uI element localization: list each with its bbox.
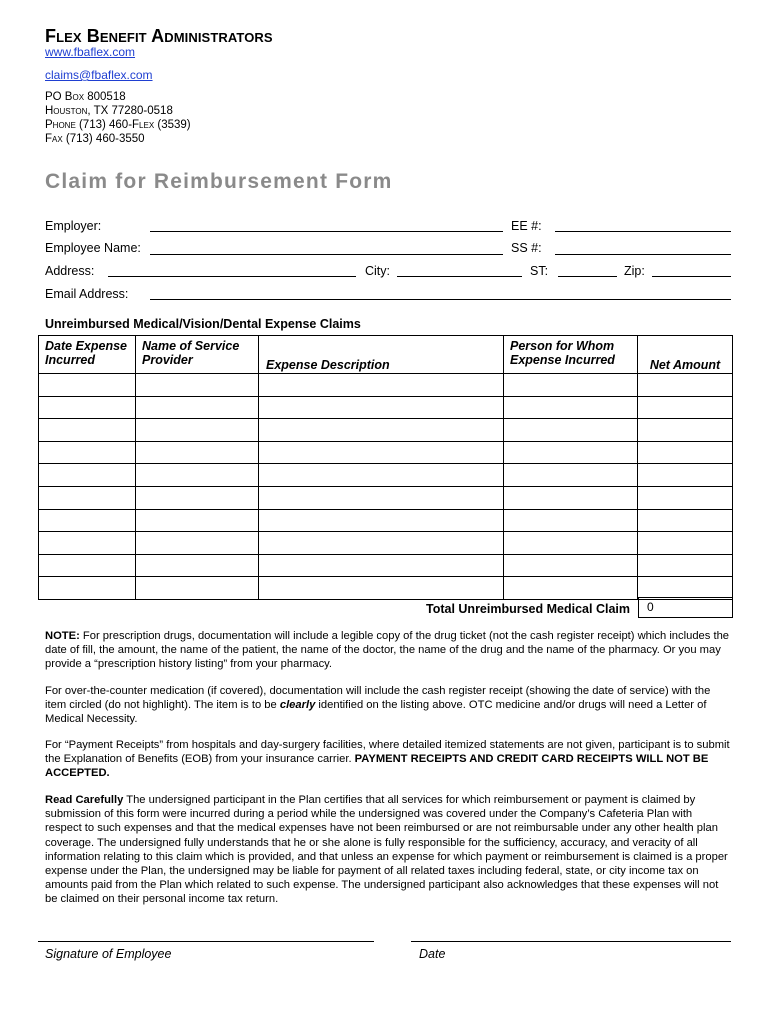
cell-net-amount[interactable] — [638, 396, 733, 419]
company-name: Flex Benefit Administrators — [45, 26, 273, 46]
cell-provider[interactable] — [136, 509, 259, 532]
zip-label: Zip: — [624, 264, 645, 278]
cell-provider[interactable] — [136, 441, 259, 464]
cell-net-amount[interactable] — [638, 509, 733, 532]
cell-provider[interactable] — [136, 554, 259, 577]
claims-section-heading: Unreimbursed Medical/Vision/Dental Expense Claims — [45, 317, 361, 331]
address-line2: Houston, TX 77280-0518 — [45, 105, 173, 117]
payment-receipts-note — [45, 738, 730, 781]
fax-number: Fax (713) 460-3550 — [45, 133, 145, 145]
ee-label: EE #: — [511, 219, 542, 233]
address-line — [108, 276, 356, 277]
cell-description[interactable] — [259, 486, 504, 509]
cell-description[interactable] — [259, 441, 504, 464]
column-header-description: Expense Description — [259, 336, 504, 374]
cell-date[interactable] — [39, 486, 136, 509]
cell-description[interactable] — [259, 554, 504, 577]
table-row — [39, 374, 733, 397]
cell-person[interactable] — [504, 441, 638, 464]
cell-description[interactable] — [259, 577, 504, 600]
cell-net-amount[interactable] — [638, 464, 733, 487]
phone-number: Phone (713) 460-Flex (3539) — [45, 119, 191, 131]
table-row — [39, 419, 733, 442]
signature-line[interactable] — [38, 941, 374, 942]
claims-table-header-row — [39, 336, 733, 374]
employee-name-field[interactable] — [152, 240, 500, 254]
cell-date[interactable] — [39, 396, 136, 419]
claims-table — [38, 335, 733, 600]
column-header-date: Date Expense Incurred — [39, 336, 136, 374]
cell-provider[interactable] — [136, 374, 259, 397]
total-claim-field[interactable] — [638, 597, 733, 618]
signature-label: Signature of Employee — [45, 947, 172, 961]
cell-provider[interactable] — [136, 464, 259, 487]
state-field[interactable] — [560, 262, 615, 276]
table-row — [39, 577, 733, 600]
table-row — [39, 509, 733, 532]
table-row — [39, 486, 733, 509]
cell-net-amount[interactable] — [638, 441, 733, 464]
address-line1: PO Box 800518 — [45, 91, 126, 103]
website-link[interactable]: www.fbaflex.com — [45, 45, 136, 59]
total-claim-value: 0 — [647, 600, 654, 614]
ss-line — [555, 254, 731, 255]
ee-line — [555, 231, 731, 232]
email-address-field[interactable] — [152, 285, 728, 299]
otc-text-1: For over-the-counter medication (if covered), documentation will include the cash register receipt (showing the date of service) with the item circled (do not highlight). The item is to be — [45, 685, 711, 712]
cell-date[interactable] — [39, 374, 136, 397]
payment-text: For “Payment Receipts” from hospitals and day-surgery facilities, where detailed itemized statements are not given, participant is to submit the Explanation of Benefits (EOB) from your insurance carrier. — [45, 739, 730, 766]
cell-description[interactable] — [259, 464, 504, 487]
note-prefix: NOTE: — [45, 630, 80, 642]
cell-provider[interactable] — [136, 419, 259, 442]
state-line — [558, 276, 617, 277]
email-address-line — [150, 299, 731, 300]
otc-note — [45, 684, 730, 727]
cell-person[interactable] — [504, 419, 638, 442]
employee-name-line — [150, 254, 503, 255]
date-line[interactable] — [411, 941, 731, 942]
cell-provider[interactable] — [136, 486, 259, 509]
table-row — [39, 554, 733, 577]
cell-description[interactable] — [259, 509, 504, 532]
column-header-net-amount: Net Amount — [638, 336, 733, 374]
cell-date[interactable] — [39, 554, 136, 577]
table-row — [39, 464, 733, 487]
cell-person[interactable] — [504, 464, 638, 487]
cell-description[interactable] — [259, 419, 504, 442]
cell-person[interactable] — [504, 577, 638, 600]
table-row — [39, 532, 733, 555]
cell-person[interactable] — [504, 486, 638, 509]
company-address — [45, 90, 191, 146]
otc-text-2: identified on the listing above. OTC medicine and/or drugs will need a Letter of Medical Necessity. — [45, 699, 707, 726]
employer-line — [150, 231, 503, 232]
city-label: City: — [365, 264, 390, 278]
cell-date[interactable] — [39, 419, 136, 442]
cell-date[interactable] — [39, 532, 136, 555]
email-link[interactable]: claims@fbaflex.com — [45, 68, 153, 82]
employer-field[interactable] — [152, 217, 500, 231]
cell-person[interactable] — [504, 509, 638, 532]
date-label: Date — [419, 947, 446, 961]
note-text: For prescription drugs, documentation will include a legible copy of the drug ticket (not the cash register receipt) which includes the date of fill, the amount, the name of the patient, the name of the doctor, the name of the drug and the name of the pharmacy. Or you may provide a “prescription history listing” from your pharmacy. — [45, 630, 730, 671]
zip-field[interactable] — [654, 262, 729, 276]
column-header-person: Person for Whom Expense Incurred — [504, 336, 638, 374]
cell-date[interactable] — [39, 509, 136, 532]
total-claim-label: Total Unreimbursed Medical Claim — [426, 602, 630, 616]
zip-line — [652, 276, 731, 277]
cell-person[interactable] — [504, 374, 638, 397]
cell-net-amount[interactable] — [638, 374, 733, 397]
cell-provider[interactable] — [136, 532, 259, 555]
prescription-note — [45, 629, 730, 672]
cell-person[interactable] — [504, 532, 638, 555]
table-row — [39, 441, 733, 464]
cell-provider[interactable] — [136, 577, 259, 600]
certification-text — [45, 793, 730, 907]
table-row — [39, 396, 733, 419]
form-title: Claim for Reimbursement Form — [45, 170, 393, 193]
cell-net-amount[interactable] — [638, 532, 733, 555]
cell-net-amount[interactable] — [638, 554, 733, 577]
employer-label: Employer: — [45, 219, 102, 233]
employee-name-label: Employee Name: — [45, 241, 141, 255]
cell-date[interactable] — [39, 577, 136, 600]
cell-person[interactable] — [504, 554, 638, 577]
city-line — [397, 276, 522, 277]
otc-emphasis: clearly — [279, 699, 316, 712]
certification-body: The undersigned participant in the Plan certifies that all services for which reimbursement or payment is claimed by submission of this form were incurred during a period while the undersigned was covered under the Company’s Cafeteria Plan with respect to such expenses and that the medical expenses have not been reimbursed or are not reimbursable under any other health plan coverage. The undersigned fully understands that he or she alone is fully responsible for the sufficiency, accuracy, and veracity of all information relating to this claim which is provided, and that unless an expense for which payment or reimbursement is claimed is a proper expense under the Plan, the undersigned may be liable for payment of all related taxes including federal, state, or city income tax on amounts paid from the Plan which related to such expense. The undersigned participant also acknowledges that these expenses will not be claimed on their personal income tax return. — [45, 794, 728, 906]
ss-label: SS #: — [511, 241, 542, 255]
payment-warning: PAYMENT RECEIPTS AND CREDIT CARD RECEIPTS WILL NOT BE ACCEPTED. — [45, 753, 709, 780]
cell-date[interactable] — [39, 464, 136, 487]
ss-number-field[interactable] — [557, 240, 729, 254]
state-label: ST: — [530, 264, 549, 278]
ee-number-field[interactable] — [557, 217, 729, 231]
cell-provider[interactable] — [136, 396, 259, 419]
address-field[interactable] — [110, 262, 354, 276]
address-label: Address: — [45, 264, 95, 278]
cell-person[interactable] — [504, 396, 638, 419]
cell-net-amount[interactable] — [638, 486, 733, 509]
cell-date[interactable] — [39, 441, 136, 464]
cell-description[interactable] — [259, 532, 504, 555]
cell-description[interactable] — [259, 374, 504, 397]
city-field[interactable] — [399, 262, 520, 276]
column-header-provider: Name of Service Provider — [136, 336, 259, 374]
cell-description[interactable] — [259, 396, 504, 419]
email-address-label: Email Address: — [45, 287, 129, 301]
read-carefully-prefix: Read Carefully — [45, 794, 124, 806]
cell-net-amount[interactable] — [638, 419, 733, 442]
